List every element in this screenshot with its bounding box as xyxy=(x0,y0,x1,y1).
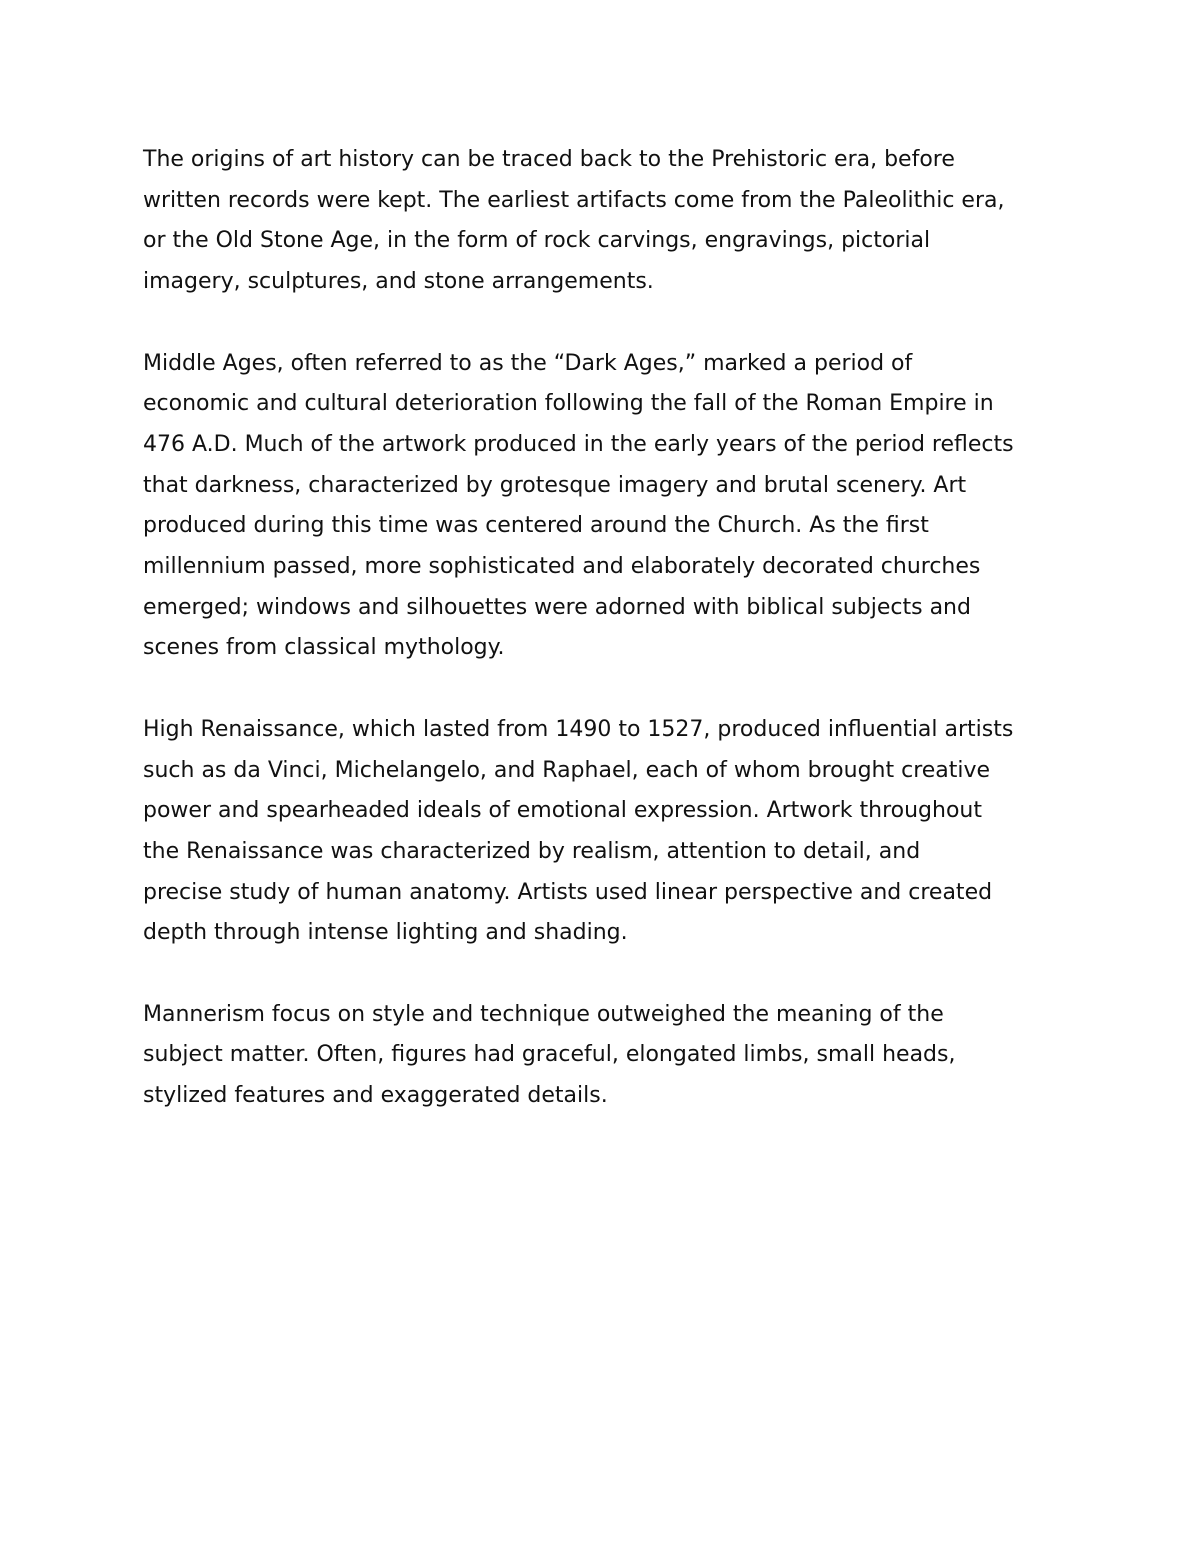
text-line: Mannerism focus on style and technique outweighed the meaning of the xyxy=(143,1001,944,1027)
text-line: that darkness, characterized by grotesque imagery and brutal scenery. Art xyxy=(143,472,967,498)
paragraph-high-renaissance xyxy=(143,710,1083,954)
text-line: High Renaissance, which lasted from 1490 to 1527, produced influential artists xyxy=(143,716,1014,742)
text-line: millennium passed, more sophisticated and elaborately decorated churches xyxy=(143,554,981,580)
paragraph-middle-ages xyxy=(143,344,1083,670)
text-line: The origins of art history can be traced back to the Prehistoric era, before xyxy=(143,147,955,172)
text-line: such as da Vinci, Michelangelo, and Raphael, each of whom brought creative xyxy=(143,757,991,783)
paragraph-mannerism xyxy=(143,995,1083,1117)
document-body xyxy=(143,140,1083,1158)
paragraph-prehistoric xyxy=(143,140,1083,303)
text-line: written records were kept. The earliest artifacts come from the Paleolithic era, xyxy=(143,187,1005,213)
text-line: economic and cultural deterioration following the fall of the Roman Empire in xyxy=(143,391,994,417)
text-line: produced during this time was centered around the Church. As the first xyxy=(143,513,929,539)
text-line: power and spearheaded ideals of emotional expression. Artwork throughout xyxy=(143,798,982,824)
text-line: or the Old Stone Age, in the form of rock carvings, engravings, pictorial xyxy=(143,228,931,254)
text-line: stylized features and exaggerated details. xyxy=(143,1083,608,1109)
text-line: depth through intense lighting and shading. xyxy=(143,920,628,946)
text-line: subject matter. Often, figures had graceful, elongated limbs, small heads, xyxy=(143,1042,956,1068)
text-line: Middle Ages, often referred to as the “Dark Ages,” marked a period of xyxy=(143,350,913,376)
text-line: imagery, sculptures, and stone arrangements. xyxy=(143,269,654,295)
text-line: precise study of human anatomy. Artists used linear perspective and created xyxy=(143,879,993,905)
text-line: scenes from classical mythology. xyxy=(143,635,505,661)
text-line: emerged; windows and silhouettes were adorned with biblical subjects and xyxy=(143,594,971,620)
text-line: 476 A.D. Much of the artwork produced in the early years of the period reflects xyxy=(143,431,1014,457)
text-line: the Renaissance was characterized by realism, attention to detail, and xyxy=(143,838,921,864)
